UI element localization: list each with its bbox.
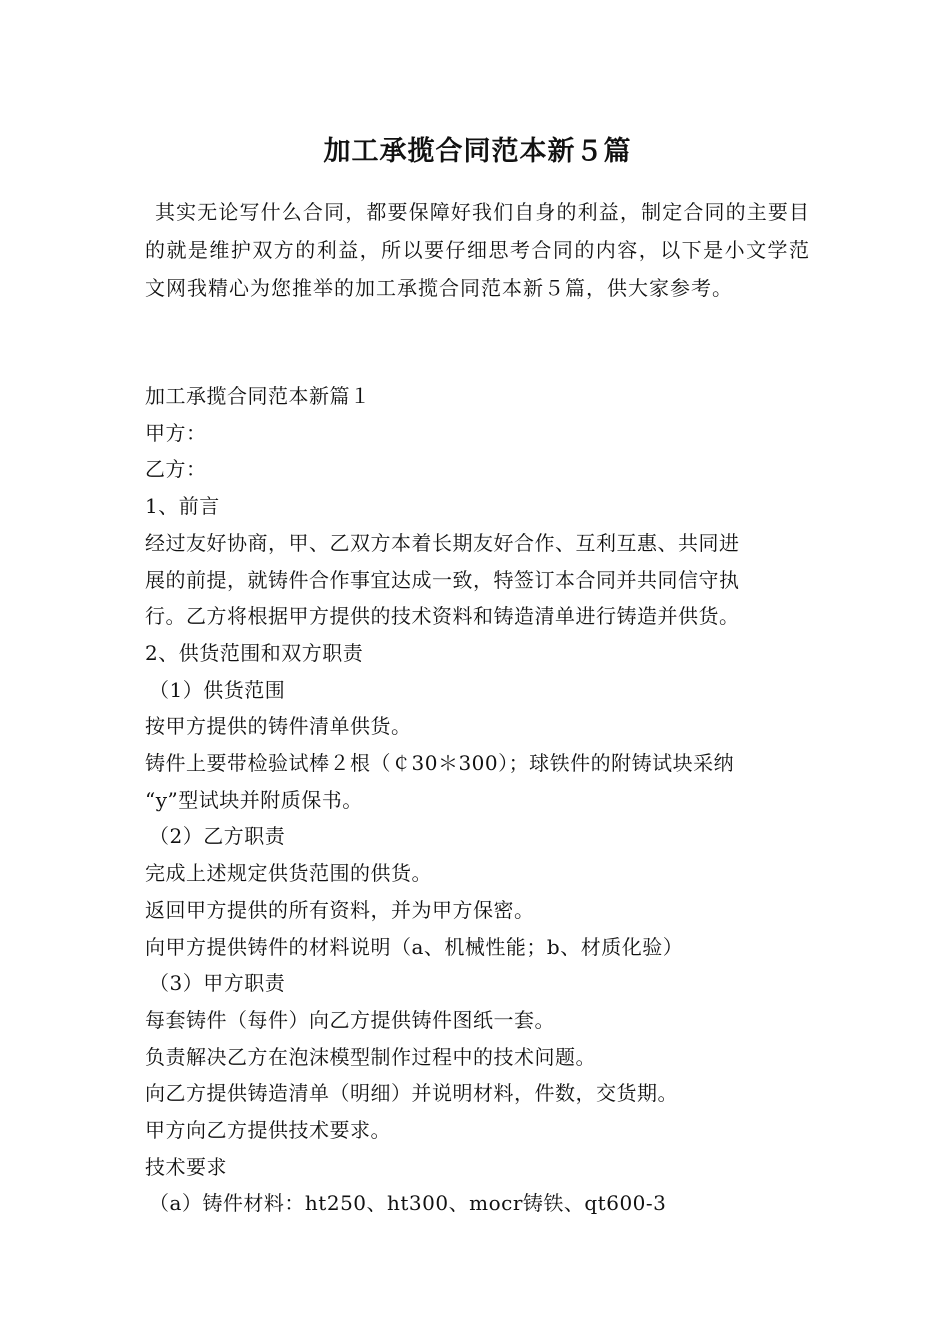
section-heading: 加工承揽合同范本新篇１	[145, 384, 371, 408]
text-line: 每套铸件（每件）向乙方提供铸件图纸一套。	[145, 1007, 555, 1032]
text-line: 铸件上要带检验试棒２根（￠30＊300）；球铁件的附铸试块采纳	[145, 751, 735, 776]
text-line: 展的前提，就铸件合作事宜达成一致，特签订本合同并共同信守执	[145, 567, 740, 592]
text-line: 甲方向乙方提供技术要求。	[145, 1118, 391, 1143]
text-line: 返回甲方提供的所有资料，并为甲方保密。	[145, 897, 535, 922]
clause-heading: 1、前言	[145, 494, 220, 519]
document-title: 加工承揽合同范本新５篇	[323, 136, 632, 167]
intro-paragraph: 其实无论写什么合同，都要保障好我们自身的利益，制定合同的主要目的就是维护双方的利益，所以要仔细思考合同的内容，以下是小文学范文网我精心为您推举的加工承揽合同范本新５篇，供大家参考。	[145, 200, 810, 300]
sub-clause-heading: （2）乙方职责	[149, 824, 286, 849]
party-b-line: 乙方：	[145, 457, 207, 482]
text-line: 技术要求	[145, 1154, 227, 1179]
sub-clause-heading: （1）供货范围	[149, 677, 286, 702]
clause-heading: 2、供货范围和双方职责	[145, 640, 364, 665]
text-line: 完成上述规定供货范围的供货。	[145, 861, 432, 886]
text-line: 负责解决乙方在泡沫模型制作过程中的技术问题。	[145, 1044, 596, 1069]
text-line: 向乙方提供铸造清单（明细）并说明材料，件数，交货期。	[145, 1081, 678, 1106]
text-line: 经过友好协商，甲、乙双方本着长期友好合作、互利互惠、共同进	[145, 530, 740, 555]
text-line: 行。乙方将根据甲方提供的技术资料和铸造清单进行铸造并供货。	[145, 604, 740, 629]
party-a-line: 甲方：	[145, 420, 207, 445]
text-line: 按甲方提供的铸件清单供货。	[145, 714, 412, 739]
text-line: “y”型试块并附质保书。	[145, 787, 363, 812]
sub-clause-heading: （3）甲方职责	[149, 971, 286, 996]
document-body	[145, 378, 810, 1222]
text-line: 向甲方提供铸件的材料说明（a、机械性能；b、材质化验）	[145, 934, 684, 959]
text-line: （a）铸件材料：ht250、ht300、mocr铸铁、qt600-3	[149, 1191, 667, 1216]
